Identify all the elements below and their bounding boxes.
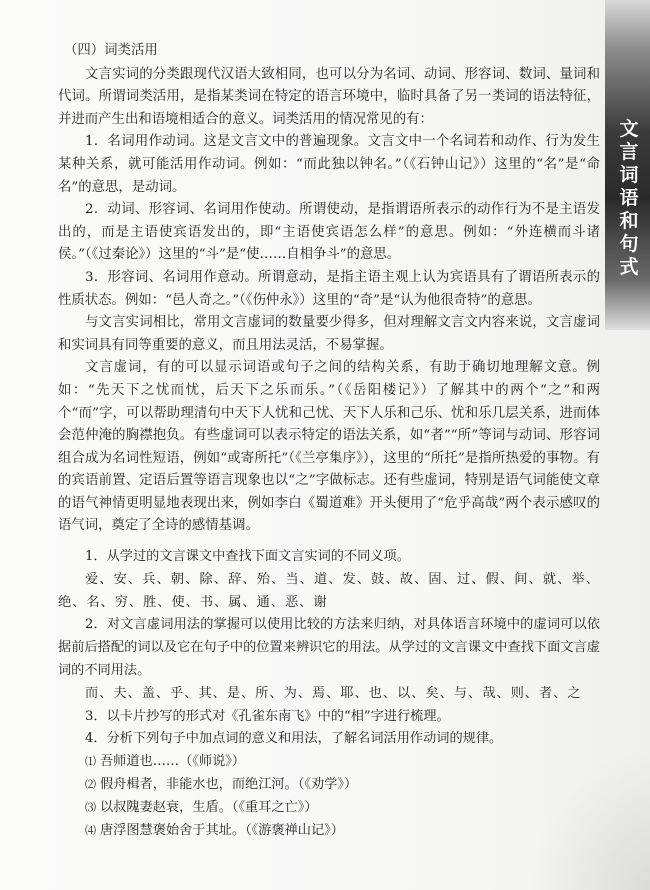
exercise-2: 2．对文言虚词用法的掌握可以使用比较的方法来归纳，对具体语言环境中的虚词可以依据前后搭配的词以及它在句子中的位置来辨识它的用法。从学过的文言课文中查找下面文言虚词的不同用法。 — [58, 617, 600, 678]
paragraph-function-word-usage: 文言虚词，有的可以显示词语或句子之间的结构关系，有助于确切地理解文意。例如：“先天下之忧而忧，后天下之乐而乐。”（《岳阳楼记》）了解其中的两个“之”和两个“而”字，可以帮助理清句中天下人忧和己忧、天下人乐和己乐、忧和乐几层关系，进而体会范仲淹的胸襟抱负。有些虚词可以表示特定的语法关系，如“者”“所”等词与动词、形容词组合成为名词性短语，例如“或寄所托”（《兰亭集序》），这里的“所托”是指所热爱的事物。有的宾语前置、定语后置等语言现象也以“之”字做标志。还有些虚词，特别是语气词能使文章的语气神情更明显地表现出来，例如李白《蜀道难》开头便用了“危乎高哉”两个表示感叹的语气词，奠定了全诗的感情基调。 — [58, 360, 600, 534]
exercise-4-item — [58, 820, 600, 843]
exercise-list — [58, 546, 600, 842]
item-number: ⑴ — [85, 755, 96, 769]
exercise-1-words: 爱、安、兵、朝、除、辞、殆、当、道、发、鼓、故、固、过、假、间、就、举、绝、名、穷、胜、使、书、属、通、恶、谢 — [58, 571, 600, 610]
exercise-2-words: 而、夫、盖、乎、其、是、所、为、焉、耶、也、以、矣、与、哉、则、者、之 — [85, 685, 582, 701]
exercise-4-item — [58, 774, 600, 797]
item-text: 以叔隗妻赵衰，生盾。（《重耳之亡》） — [100, 799, 318, 815]
exercise-4-item — [58, 797, 600, 820]
exercise-4-item — [58, 751, 600, 774]
chapter-tab-label: 文言词语和句式 — [619, 118, 639, 278]
item-number: ⑵ — [85, 777, 96, 791]
exercise-4: 4．分析下列句子中加点词的意义和用法，了解名词活用作动词的规律。 — [85, 731, 503, 747]
exercise-3: 3．以卡片抄写的形式对《孔雀东南飞》中的“相”字进行梳理。 — [85, 708, 450, 724]
paragraph-putative: 3．形容词、名词用作意动。所谓意动，是指主语主观上认为宾语具有了谓语所表示的性质状态。例如：“邑人奇之。”（《伤仲永》）这里的“奇”是“认为他很奇特”的意思。 — [58, 269, 600, 308]
item-text: 假舟楫者，非能水也，而绝江河。（《劝学》） — [100, 776, 358, 792]
item-number: ⑷ — [85, 823, 96, 837]
paragraph-noun-as-verb: 1．名词用作动词。这是文言文中的普遍现象。文言文中一个名词若和动作、行为发生某种关系，就可能活用作动词。例如：“而此独以钟名。”（《石钟山记》）这里的“名”是“命名”的意思，是动词。 — [58, 134, 600, 195]
paragraph-intro: 文言实词的分类跟现代汉语大致相同，也可以分为名词、动词、形容词、数词、量词和代词。所谓词类活用，是指某类词在特定的语言环境中，临时具备了另一类词的语法特征，并进而产生出和语境相适合的意义。词类活用的情况常见的有： — [58, 66, 600, 127]
item-number: ⑶ — [85, 800, 96, 814]
section-body — [58, 40, 600, 538]
item-text: 唐浮图慧褒始舍于其址。（《游褒禅山记》） — [100, 822, 344, 838]
section-title: （四）词类活用 — [64, 43, 158, 58]
paragraph-causative: 2．动词、形容词、名词用作使动。所谓使动，是指谓语所表示的动作行为不是主语发出的，而是主语使宾语发出的，即“主语使宾语怎么样”的意思。例如：“外连横而斗诸侯。”（《过秦论》）这里的“斗”是“使……自相争斗”的意思。 — [58, 202, 600, 263]
exercise-1: 1．从学过的文言课文中查找下面文言实词的不同义项。 — [85, 549, 410, 564]
chapter-side-tab — [605, 0, 650, 330]
paragraph-function-words: 与文言实词相比，常用文言虚词的数量要少得多，但对理解文言文内容来说，文言虚词和实词具有同等重要的意义，而且用法灵活，不易掌握。 — [58, 315, 600, 353]
item-text: 吾师道也……（《师说》） — [100, 754, 246, 770]
